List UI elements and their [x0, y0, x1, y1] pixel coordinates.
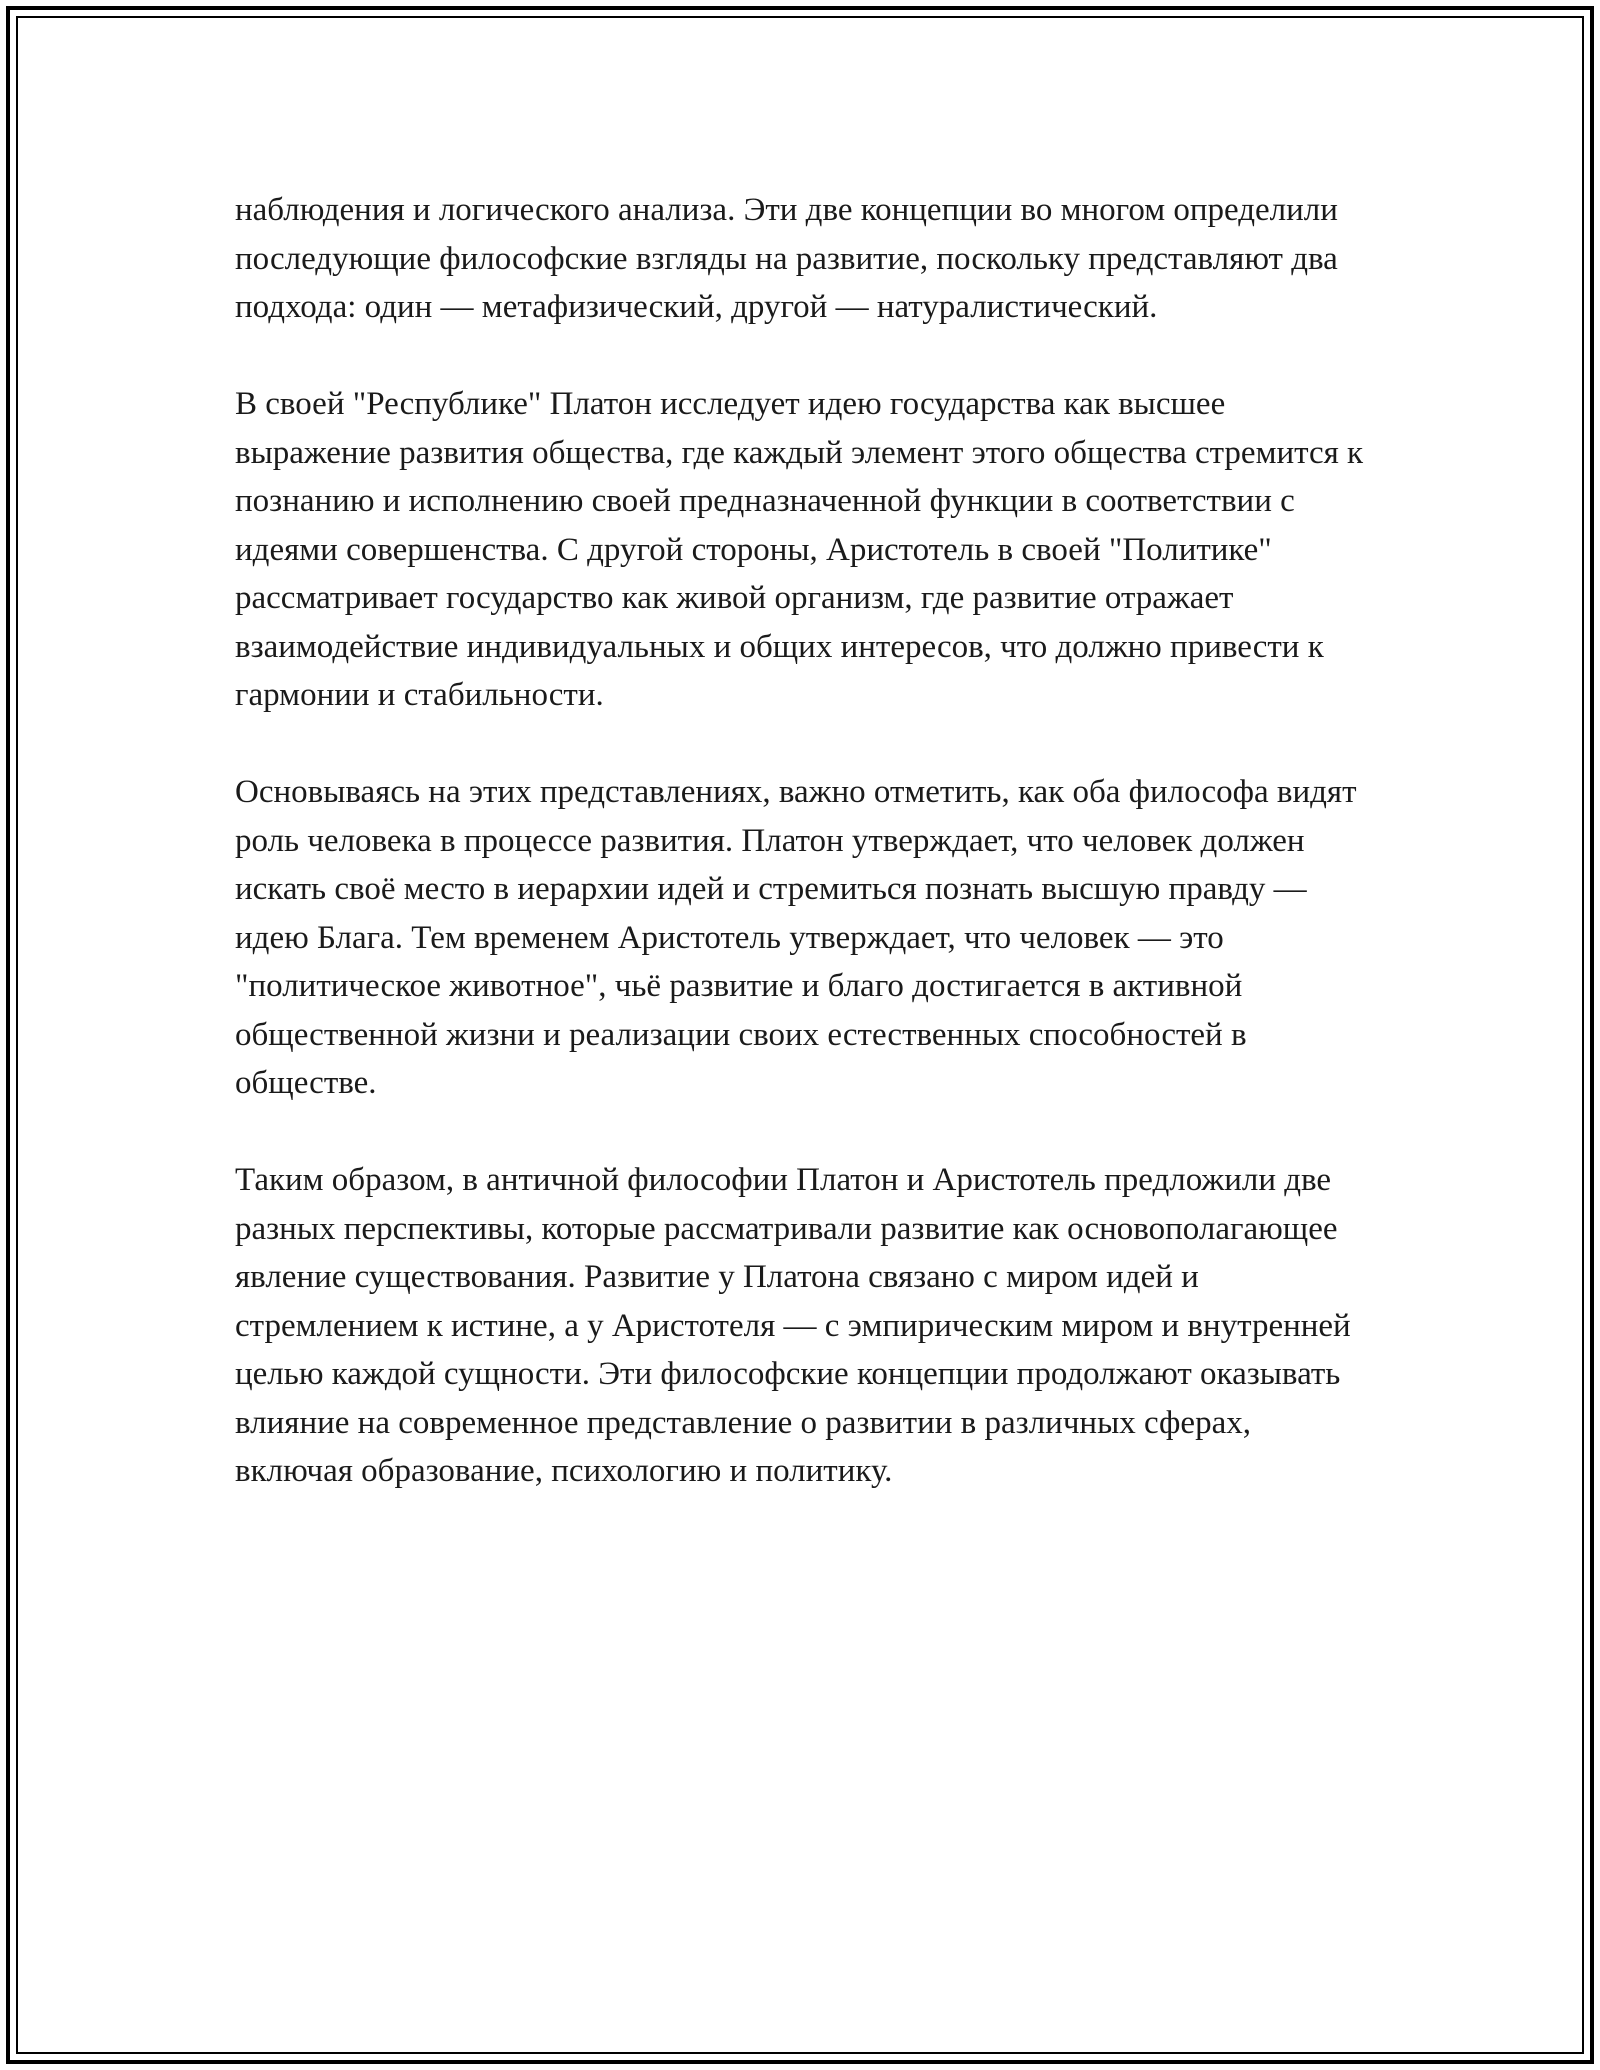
paragraph-1: наблюдения и логического анализа. Эти две концепции во многом определили последующие философские взгляды на развитие, поскольку представляют два подхода: один — метафизический, другой — натуралистический. [235, 192, 1338, 325]
paragraph-3: Основываясь на этих представлениях, важно отметить, как оба философа видят роль человека в процессе развития. Платон утверждает, что человек должен искать своё место в иерархии идей и стремиться познать высшую правду — идею Блага. Тем временем Аристотель утверждает, что человек — это "политическое животное", чьё развитие и благо достигается в активной общественной жизни и реализации своих естественных способностей в обществе. [235, 774, 1357, 1101]
paragraph-4: Таким образом, в античной философии Платон и Аристотель предложили две разных перспективы, которые рассматривали развитие как основополагающее явление существования. Развитие у Платона связано с миром идей и стремлением к истине, а у Аристотеля — с эмпирическим миром и внутренней целью каждой сущности. Эти философские концепции продолжают оказывать влияние на современное представление о развитии в различных сферах, включая образование, психологию и политику. [235, 1162, 1351, 1489]
document-body [235, 186, 1365, 1496]
paragraph-2: В своей "Республике" Платон исследует идею государства как высшее выражение развития общества, где каждый элемент этого общества стремится к познанию и исполнению своей предназначенной функции в соответствии с идеями совершенства. С другой стороны, Аристотель в своей "Политике" рассматривает государство как живой организм, где развитие отражает взаимодействие индивидуальных и общих интересов, что должно привести к гармонии и стабильности. [235, 386, 1364, 713]
